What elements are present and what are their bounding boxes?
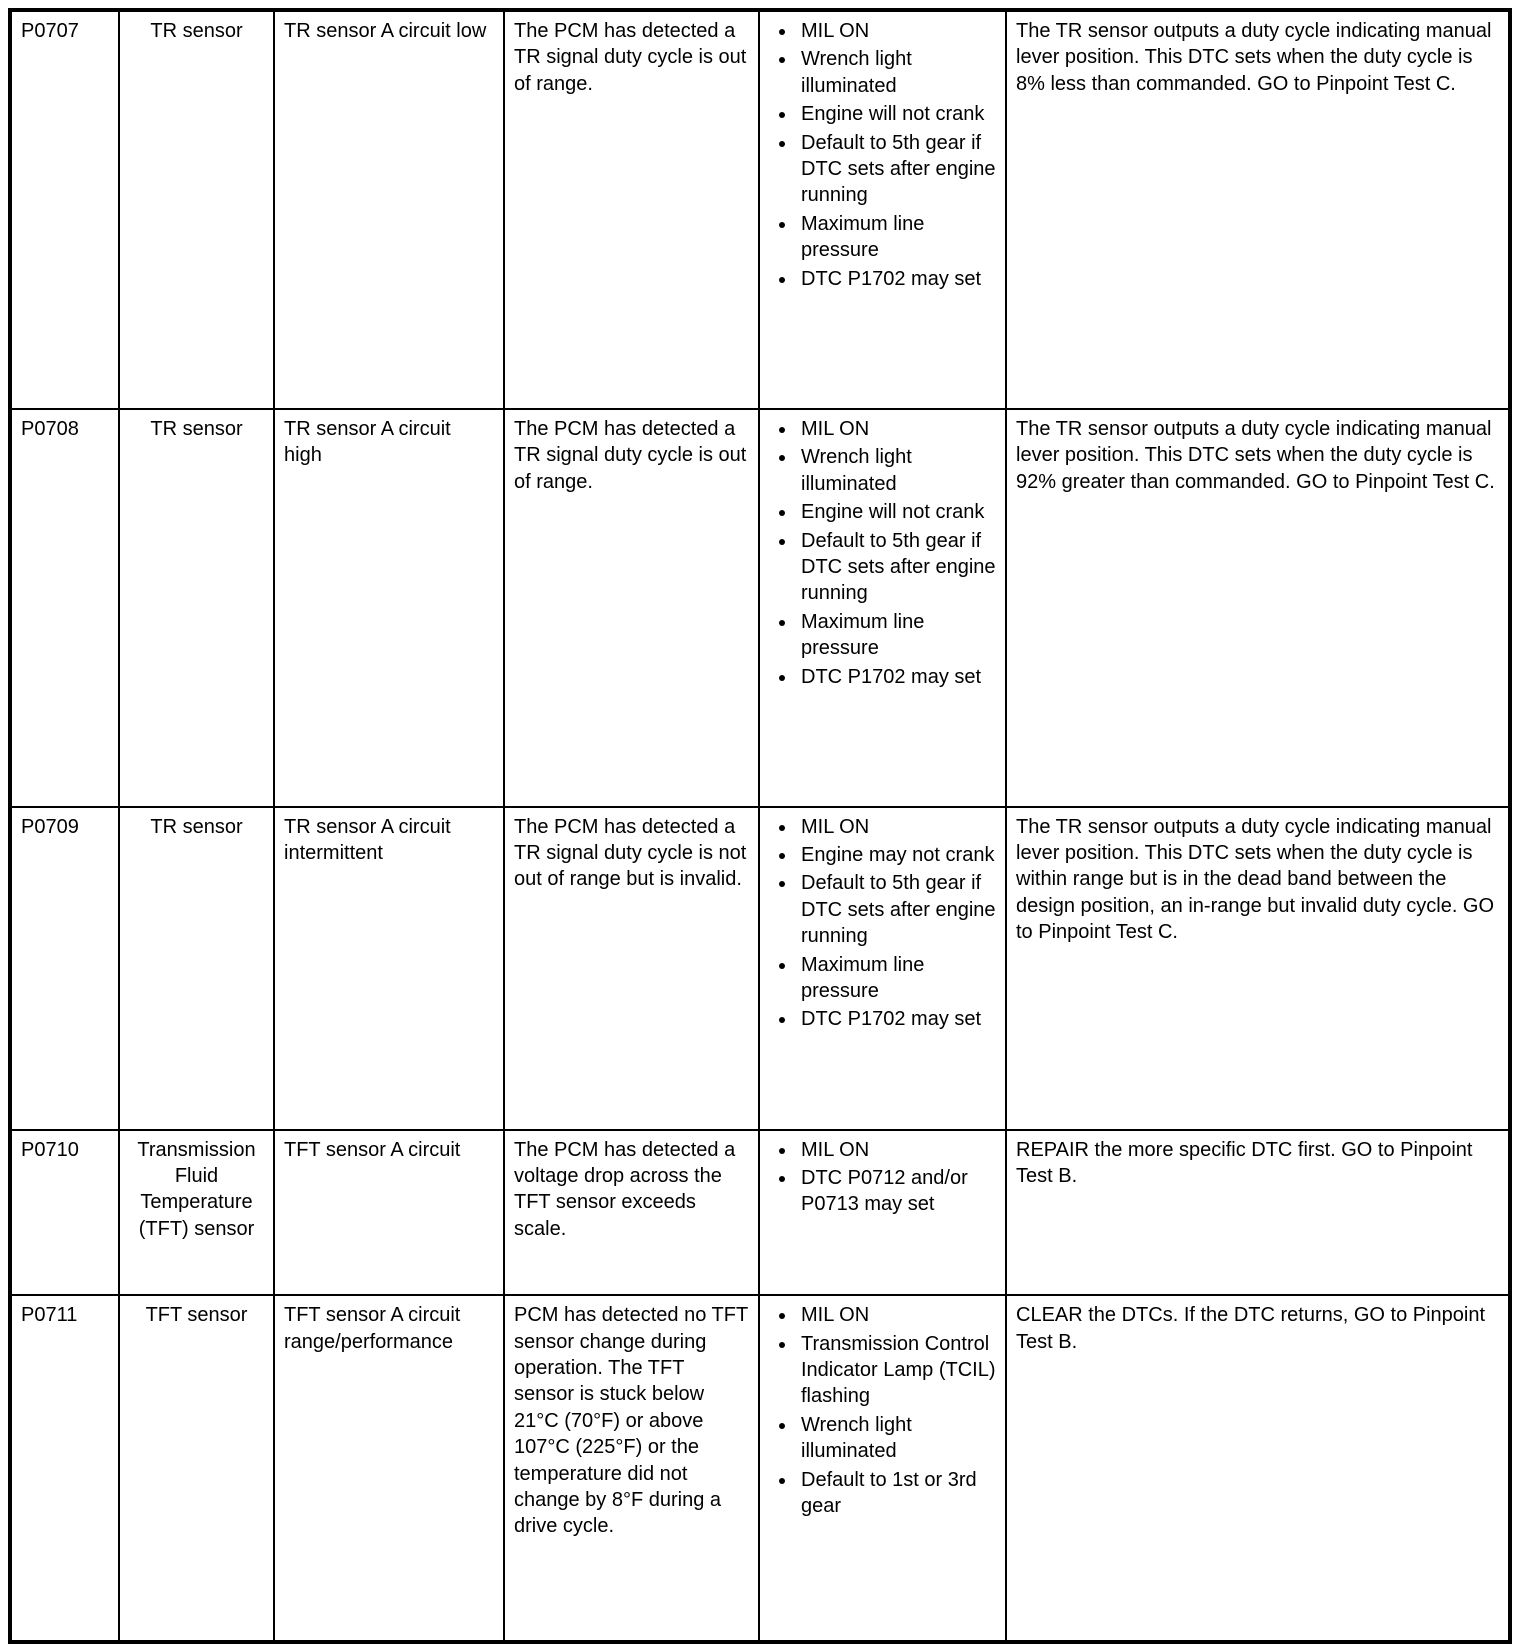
- symptom-item: • MIL ON: [797, 814, 996, 840]
- condition-cell: The PCM has detected a TR signal duty cycle is not out of range but is invalid.: [504, 807, 759, 1130]
- table-row: [10, 10, 1510, 409]
- symptom-list: [769, 814, 996, 1033]
- symptom-list: [769, 1137, 996, 1218]
- component-cell: TR sensor: [119, 10, 274, 409]
- dtc-code-cell: P0707: [10, 10, 119, 409]
- symptom-item: • MIL ON: [797, 18, 996, 44]
- component-cell: Transmission Fluid Temperature (TFT) sensor: [119, 1130, 274, 1296]
- symptom-item: • Engine will not crank: [797, 499, 996, 525]
- symptom-list: [769, 416, 996, 690]
- condition-cell: The PCM has detected a TR signal duty cycle is out of range.: [504, 10, 759, 409]
- condition-cell: The PCM has detected a TR signal duty cycle is out of range.: [504, 409, 759, 807]
- description-cell: TR sensor A circuit low: [274, 10, 504, 409]
- table-row: [10, 409, 1510, 807]
- action-cell: The TR sensor outputs a duty cycle indicating manual lever position. This DTC sets when the duty cycle is 92% greater than commanded. GO to Pinpoint Test C.: [1006, 409, 1510, 807]
- description-cell: TR sensor A circuit intermittent: [274, 807, 504, 1130]
- symptom-item: • MIL ON: [797, 416, 996, 442]
- action-cell: The TR sensor outputs a duty cycle indicating manual lever position. This DTC sets when the duty cycle is 8% less than commanded. GO to Pinpoint Test C.: [1006, 10, 1510, 409]
- dtc-code-cell: P0710: [10, 1130, 119, 1296]
- symptom-item: • Engine will not crank: [797, 101, 996, 127]
- symptom-item: • Default to 5th gear if DTC sets after engine running: [797, 528, 996, 607]
- symptoms-cell: [759, 409, 1006, 807]
- symptoms-cell: [759, 1130, 1006, 1296]
- symptom-item: • Wrench light illuminated: [797, 1412, 996, 1465]
- component-cell: TR sensor: [119, 807, 274, 1130]
- table-row: [10, 807, 1510, 1130]
- symptom-list: [769, 18, 996, 292]
- condition-cell: The PCM has detected a voltage drop across the TFT sensor exceeds scale.: [504, 1130, 759, 1296]
- symptom-item: • DTC P1702 may set: [797, 664, 996, 690]
- symptom-item: • Transmission Control Indicator Lamp (TCIL) flashing: [797, 1331, 996, 1410]
- symptom-item: • DTC P1702 may set: [797, 266, 996, 292]
- component-cell: TFT sensor: [119, 1295, 274, 1642]
- description-cell: TR sensor A circuit high: [274, 409, 504, 807]
- dtc-code-cell: P0709: [10, 807, 119, 1130]
- description-cell: TFT sensor A circuit range/performance: [274, 1295, 504, 1642]
- symptom-item: • Wrench light illuminated: [797, 444, 996, 497]
- symptom-item: • Default to 5th gear if DTC sets after engine running: [797, 130, 996, 209]
- table-row: [10, 1295, 1510, 1642]
- dtc-table: [8, 8, 1512, 1644]
- symptom-item: • Maximum line pressure: [797, 211, 996, 264]
- dtc-table-body: [10, 10, 1510, 1642]
- symptom-item: • Wrench light illuminated: [797, 46, 996, 99]
- symptoms-cell: [759, 10, 1006, 409]
- symptom-item: • DTC P1702 may set: [797, 1006, 996, 1032]
- symptom-item: • MIL ON: [797, 1137, 996, 1163]
- symptoms-cell: [759, 807, 1006, 1130]
- action-cell: The TR sensor outputs a duty cycle indicating manual lever position. This DTC sets when the duty cycle is within range but is in the dead band between the design position, an in-range but invalid duty cycle. GO to Pinpoint Test C.: [1006, 807, 1510, 1130]
- component-cell: TR sensor: [119, 409, 274, 807]
- symptom-item: • Default to 5th gear if DTC sets after engine running: [797, 870, 996, 949]
- symptom-item: • Default to 1st or 3rd gear: [797, 1467, 996, 1520]
- action-cell: REPAIR the more specific DTC first. GO to Pinpoint Test B.: [1006, 1130, 1510, 1296]
- symptom-item: • Engine may not crank: [797, 842, 996, 868]
- symptom-list: [769, 1302, 996, 1519]
- symptom-item: • Maximum line pressure: [797, 609, 996, 662]
- table-row: [10, 1130, 1510, 1296]
- symptoms-cell: [759, 1295, 1006, 1642]
- action-cell: CLEAR the DTCs. If the DTC returns, GO to Pinpoint Test B.: [1006, 1295, 1510, 1642]
- symptom-item: • MIL ON: [797, 1302, 996, 1328]
- description-cell: TFT sensor A circuit: [274, 1130, 504, 1296]
- symptom-item: • DTC P0712 and/or P0713 may set: [797, 1165, 996, 1218]
- symptom-item: • Maximum line pressure: [797, 952, 996, 1005]
- condition-cell: PCM has detected no TFT sensor change during operation. The TFT sensor is stuck below 21°C (70°F) or above 107°C (225°F) or the temperature did not change by 8°F during a drive cycle.: [504, 1295, 759, 1642]
- dtc-code-cell: P0708: [10, 409, 119, 807]
- dtc-code-cell: P0711: [10, 1295, 119, 1642]
